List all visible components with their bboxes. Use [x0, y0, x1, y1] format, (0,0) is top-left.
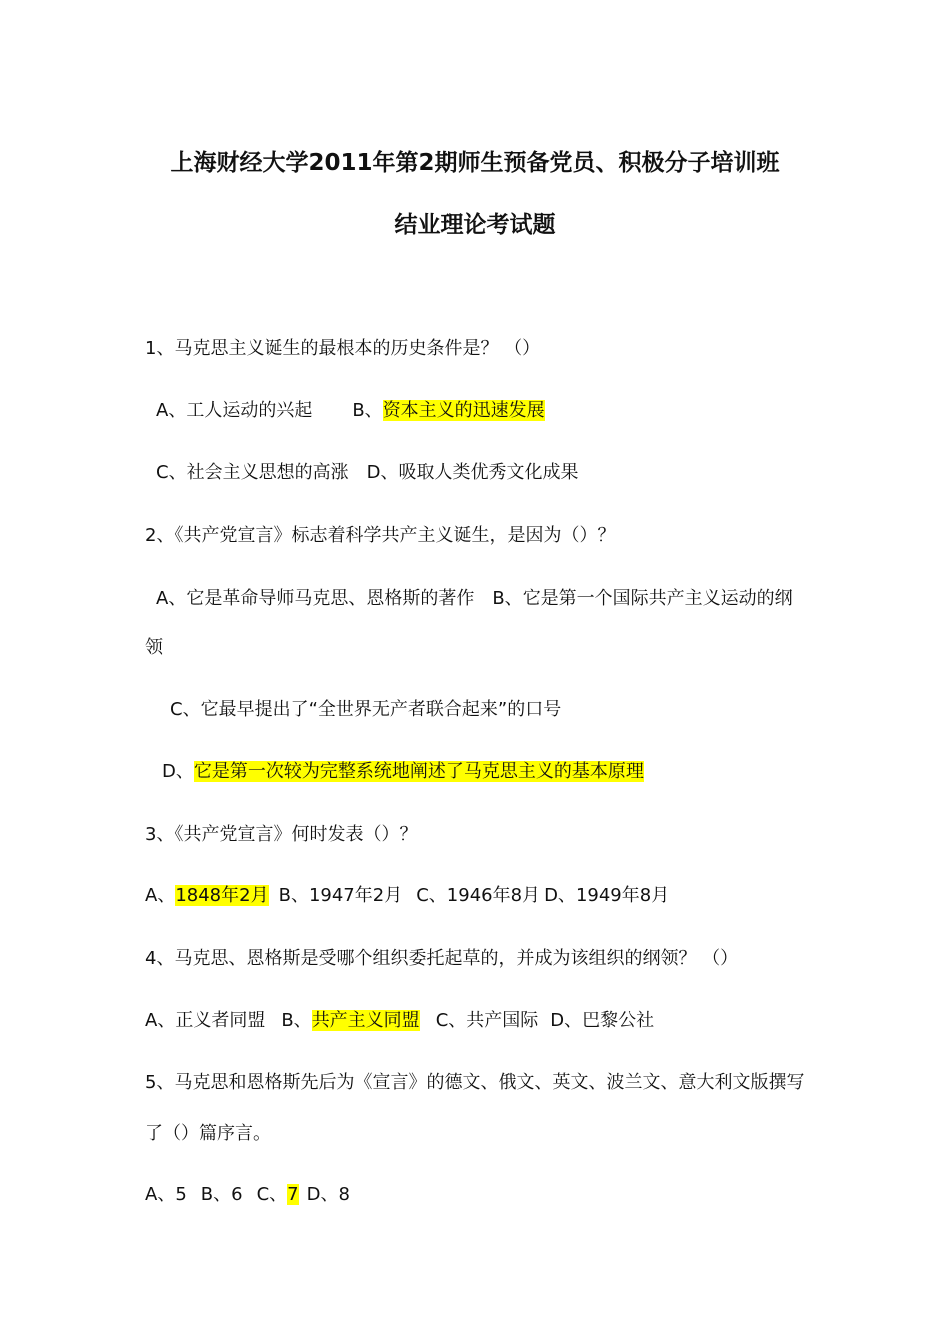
question-1-options-row2: [156, 460, 578, 486]
q5-option-b-prefix: B、: [200, 1184, 232, 1205]
q3-option-a-prefix: A、: [145, 885, 176, 906]
question-1-stem: 1、马克思主义诞生的最根本的历史条件是？ （）: [145, 338, 541, 359]
q4-option-a-text: 正义者同盟: [175, 1010, 266, 1031]
q4-option-b-prefix: B、: [281, 1010, 312, 1031]
q2-option-c-text: 它最早提出了“全世界无产者联合起来”的口号: [200, 699, 562, 720]
q3-option-b-text: 1947年2月: [308, 885, 403, 906]
question-4-options: [145, 1008, 654, 1034]
question-5-stem: 5、马克思和恩格斯先后为《宣言》的德文、俄文、英文、波兰文、意大利文版撰写: [145, 1072, 805, 1093]
q1-option-d-prefix: D、: [366, 462, 399, 483]
q4-option-c-prefix: C、: [435, 1010, 467, 1031]
q2-option-a-text: 它是革命导师马克思、恩格斯的著作: [186, 588, 475, 609]
q1-option-d-text: 吸取人类优秀文化成果: [398, 462, 579, 483]
question-5-stem-continuation: 了（）篇序言。: [145, 1123, 271, 1144]
question-2-option-c: [170, 697, 561, 723]
q2-option-b-prefix: B、: [492, 588, 523, 609]
q3-option-c-text: 1946年8月: [446, 885, 541, 906]
q5-option-d-prefix: D、: [306, 1184, 339, 1205]
q2-option-d-prefix: D、: [162, 761, 194, 782]
question-2-options-row1: [156, 586, 793, 612]
question-3-stem: 3、《共产党宣言》何时发表（）？: [145, 824, 418, 845]
question-3-options: [145, 883, 669, 909]
q1-option-b-text-highlighted: 资本主义的迅速发展: [382, 400, 545, 421]
q5-option-b-text: 6: [231, 1184, 243, 1205]
question-1-options-row1: [156, 398, 545, 424]
q1-option-c-text: 社会主义思想的高涨: [186, 462, 349, 483]
q2-option-c-prefix: C、: [170, 699, 201, 720]
q3-option-d-text: 1949年8月: [575, 885, 670, 906]
question-4-stem: 4、马克思、恩格斯是受哪个组织委托起草的，并成为该组织的纲领？ （）: [145, 948, 739, 969]
question-2-option-d: [162, 759, 644, 785]
question-5-options: [145, 1182, 350, 1208]
q4-option-c-text: 共产国际: [466, 1010, 539, 1031]
q4-option-b-text-highlighted: 共产主义同盟: [311, 1010, 420, 1031]
q2-option-d-text-highlighted: 它是第一次较为完整系统地阐述了马克思主义的基本原理: [193, 761, 644, 782]
q3-option-a-text-highlighted: 1848年2月: [175, 885, 269, 906]
question-2-stem: 2、《共产党宣言》标志着科学共产主义诞生，是因为（）？: [145, 525, 616, 546]
q1-option-a-prefix: A、: [156, 400, 187, 421]
q5-option-d-text: 8: [338, 1184, 350, 1205]
q3-option-c-prefix: C、: [416, 885, 447, 906]
q1-option-a-text: 工人运动的兴起: [186, 400, 313, 421]
exam-title-line2: 结业理论考试题: [394, 212, 556, 238]
exam-title-line1: 上海财经大学2011年第2期师生预备党员、积极分子培训班: [170, 150, 780, 176]
q1-option-c-prefix: C、: [156, 462, 187, 483]
q2-option-a-prefix: A、: [156, 588, 187, 609]
q2-option-b-continuation: 领: [145, 637, 163, 658]
q2-option-b-text: 它是第一个国际共产主义运动的纲: [522, 588, 793, 609]
q3-option-d-prefix: D、: [544, 885, 576, 906]
q5-option-c-prefix: C、: [256, 1184, 288, 1205]
q1-option-b-prefix: B、: [352, 400, 383, 421]
q4-option-d-prefix: D、: [550, 1010, 583, 1031]
q5-option-c-text-highlighted: 7: [287, 1184, 299, 1205]
q4-option-d-text: 巴黎公社: [582, 1010, 655, 1031]
q5-option-a-prefix: A、: [145, 1184, 176, 1205]
q3-option-b-prefix: B、: [278, 885, 309, 906]
q4-option-a-prefix: A、: [145, 1010, 176, 1031]
q5-option-a-text: 5: [175, 1184, 187, 1205]
